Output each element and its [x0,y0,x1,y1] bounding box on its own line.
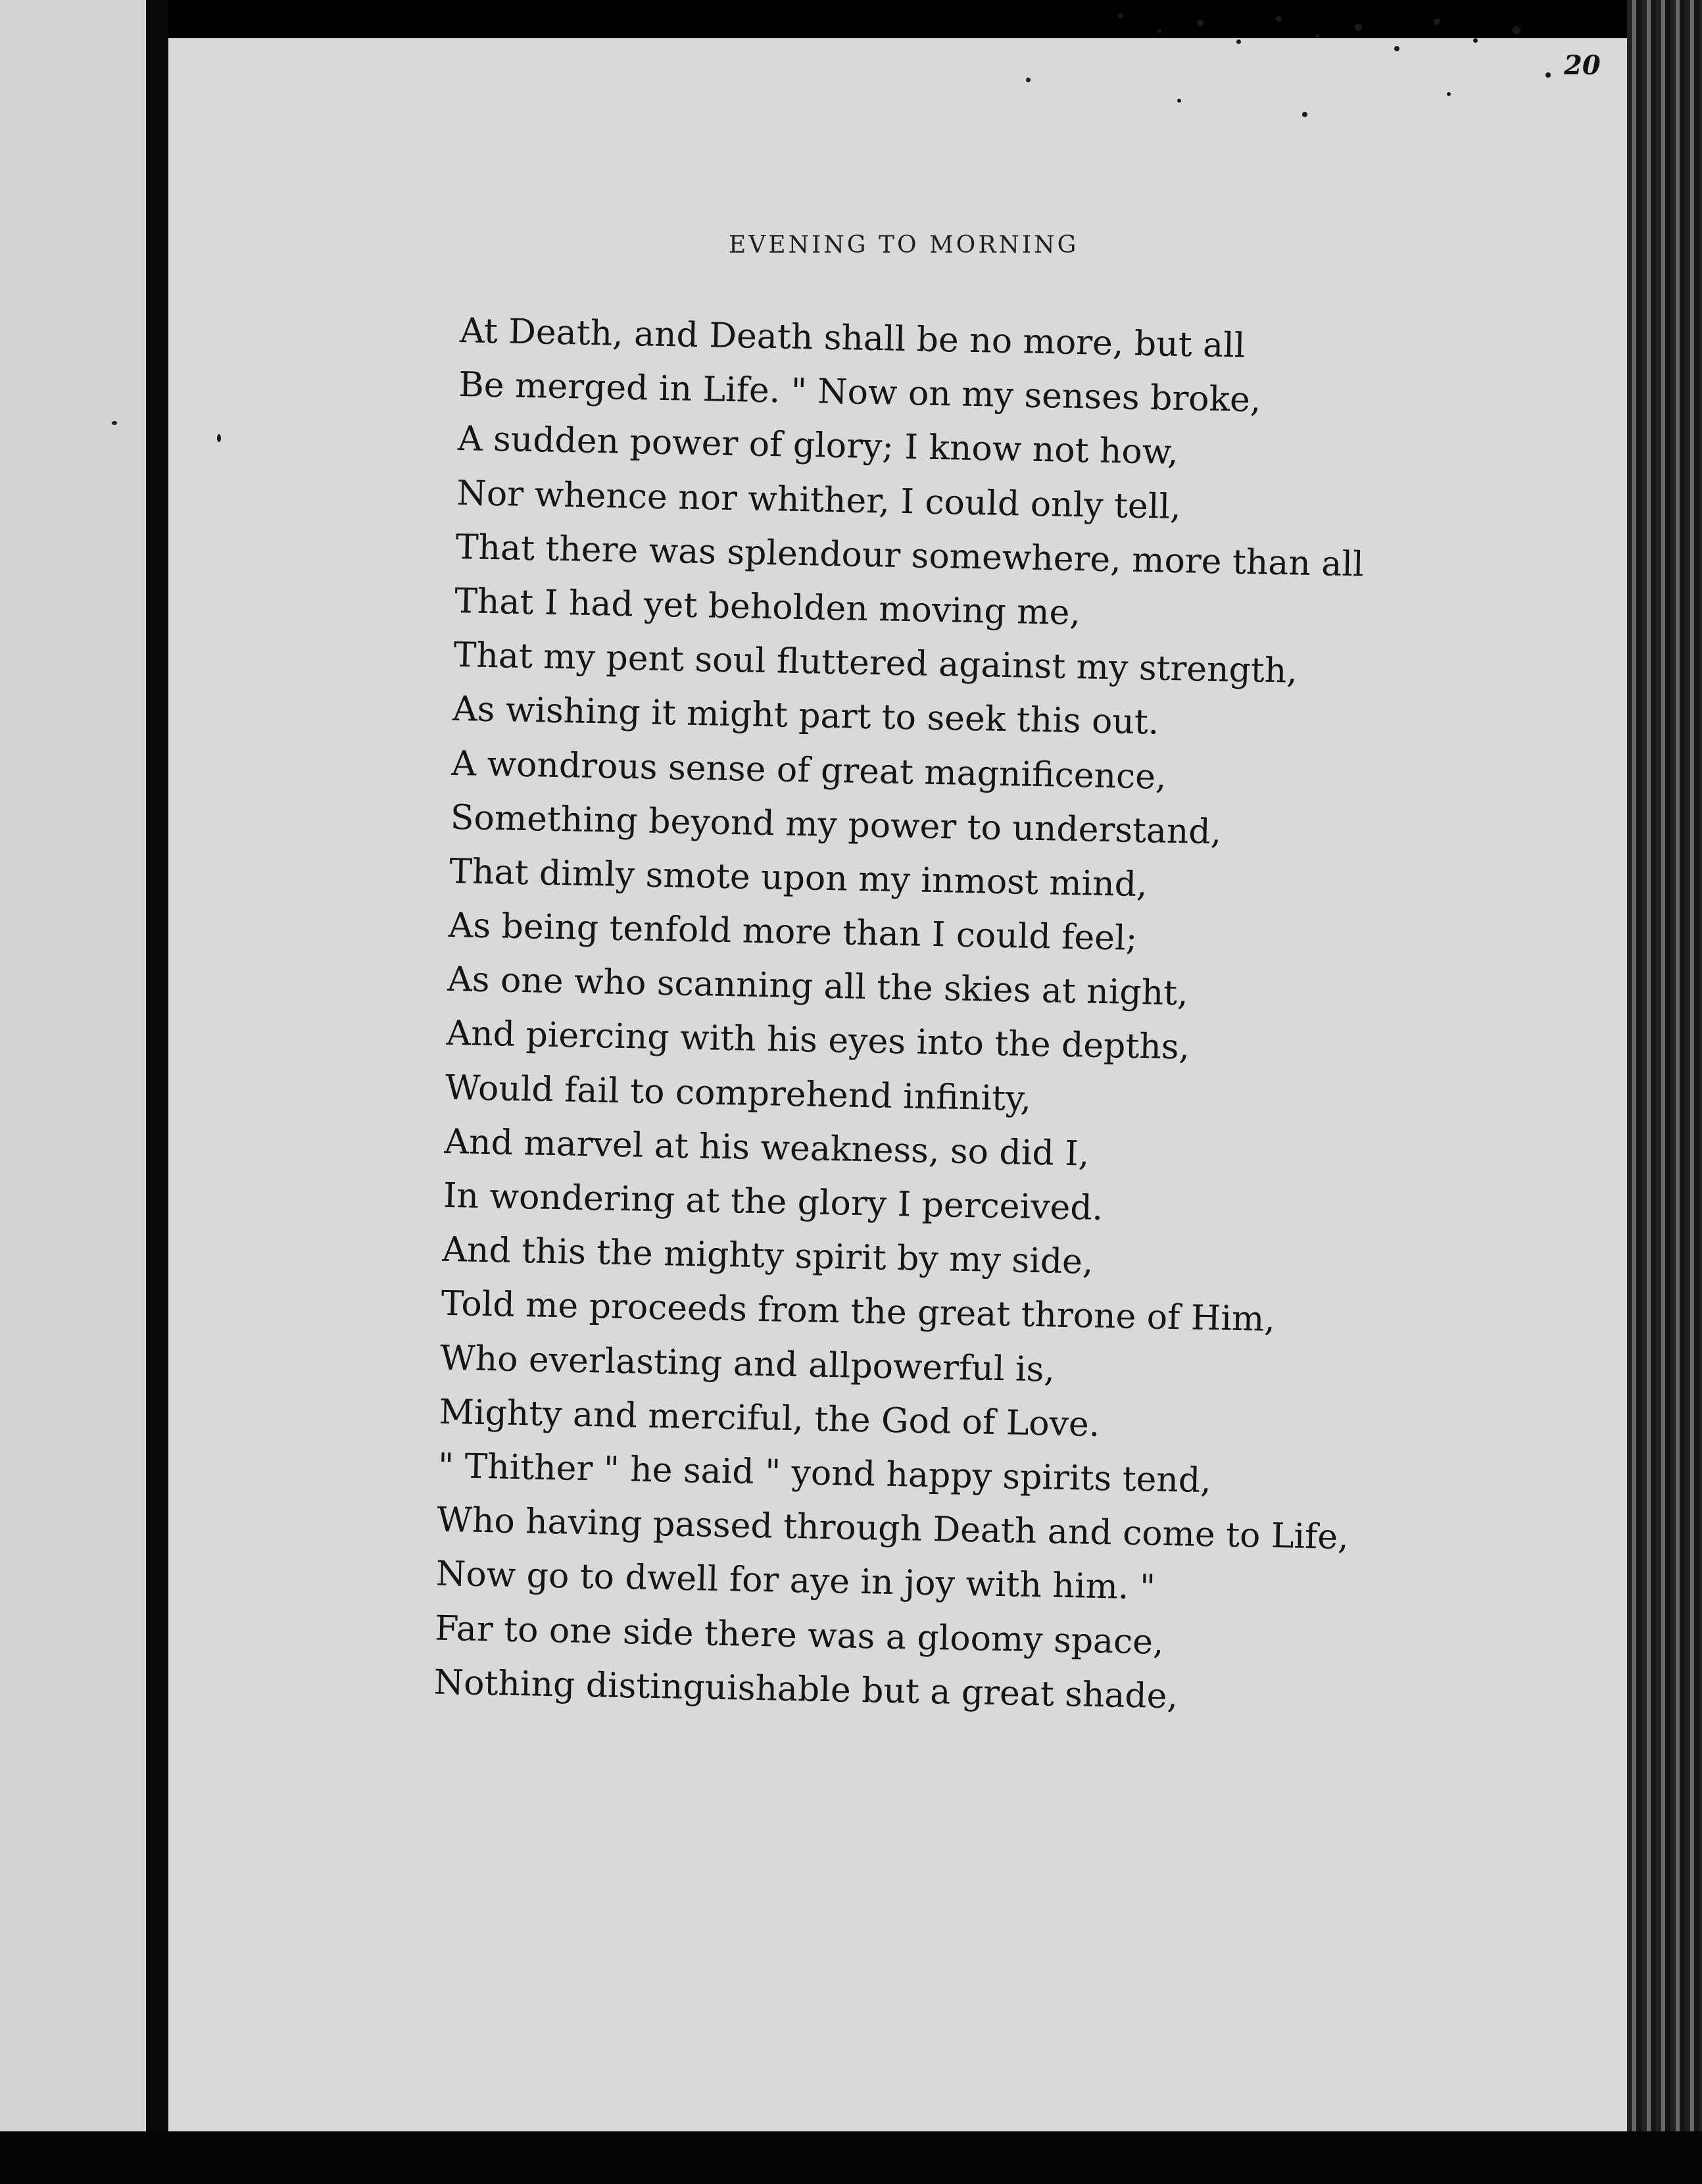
poem-line: As wishing it might part to seek this out. [452,689,1159,743]
speck [1447,92,1451,96]
speck [1473,38,1478,43]
speck [112,421,117,425]
speck [1026,78,1031,82]
poem-line: Told me proceeds from the great throne of Him, [441,1284,1276,1340]
speck [1545,72,1551,78]
poem-line: In wondering at the glory I perceived. [443,1176,1104,1229]
speck [217,434,221,442]
poem-line: As being tenfold more than I could feel; [448,905,1138,958]
poem-text [433,304,1605,1731]
poem-line: " Thither " he said " yond happy spirits tend, [437,1446,1212,1501]
speck [1434,18,1440,25]
poem-line: Now go to dwell for aye in joy with him. " [435,1554,1156,1608]
page-edge-stack [1627,0,1702,2184]
poem-line: Who everlasting and allpowerful is, [439,1338,1056,1390]
poem-line: That there was splendour somewhere, more than all [455,527,1365,585]
poem-line: Who having passed through Death and come to Life, [436,1500,1349,1558]
speck [1302,112,1307,117]
speck [1315,34,1319,38]
speck [1355,24,1362,31]
speck [1513,26,1520,34]
poem-line: And marvel at his weakness, so did I, [443,1122,1090,1174]
speck [1236,39,1241,44]
poem-line: That my pent soul fluttered against my strength, [453,635,1298,691]
speck [1394,46,1399,51]
facing-page-edge [0,0,146,2131]
poem-line: At Death, and Death shall be no more, but all [459,310,1246,366]
poem-line: And piercing with his eyes into the depths, [446,1014,1190,1068]
poem-line: That I had yet beholden moving me, [454,581,1081,633]
poem-line: Be merged in Life. " Now on my senses broke, [458,365,1261,420]
book-gutter [146,0,168,2184]
speck [1118,13,1123,18]
poem-line: Mighty and merciful, the God of Love. [439,1392,1100,1445]
running-head: EVENING TO MORNING [729,232,1079,259]
poem-line: As one who scanning all the skies at night, [447,960,1189,1014]
speck [1276,16,1282,22]
poem-line: And this the mighty spirit by my side, [441,1229,1094,1282]
poem-line: Far to one side there was a gloomy space, [434,1608,1165,1662]
poem-line: Nothing distinguishable but a great shade, [433,1662,1179,1717]
poem-line: Something beyond my power to understand, [450,797,1222,853]
poem-line: A wondrous sense of great magnificence, [451,743,1167,797]
poem-line: Nor whence nor whither, I could only tell, [456,473,1182,527]
page-number: 20 [1564,50,1601,81]
speck [1157,29,1161,33]
poem-line: Would fail to comprehend infinity, [445,1068,1032,1119]
speck [1177,99,1181,103]
poem-line: That dimly smote upon my inmost mind, [449,851,1148,905]
scan-bottom-border [0,2131,1702,2184]
poem-line: A sudden power of glory; I know not how, [457,419,1179,473]
speck [1197,20,1204,26]
